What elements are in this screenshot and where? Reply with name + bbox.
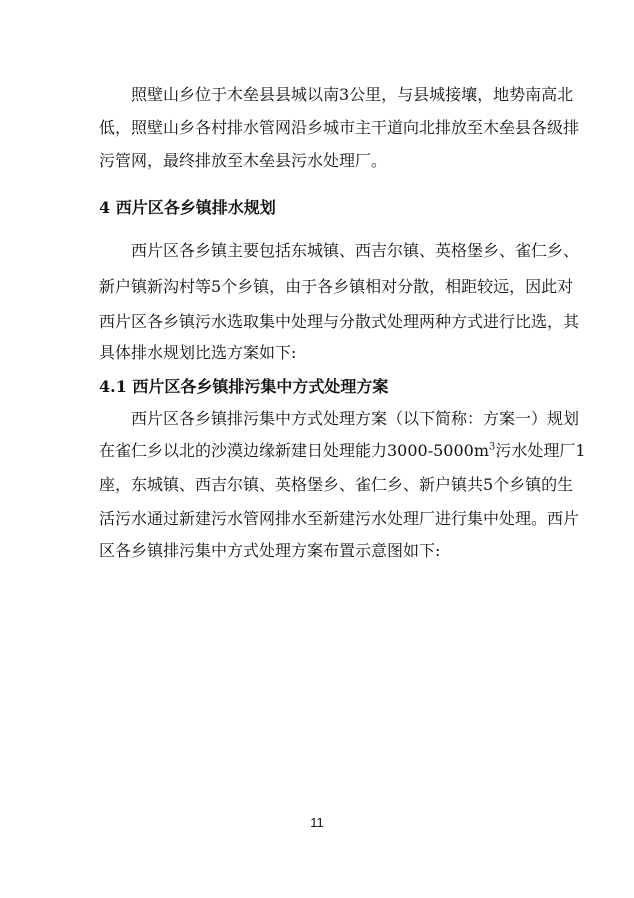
page-number: 11 xyxy=(310,815,324,830)
paragraph-2-line-1: 西片区各乡镇主要包括东城镇、西吉尔镇、英格堡乡、雀仁乡、 xyxy=(131,241,580,260)
cubic-superscript: 3 xyxy=(489,441,496,453)
paragraph-1-line-3: 污管网，最终排放至木垒县污水处理厂。 xyxy=(99,151,388,170)
paragraph-3-line-2-after: 污水处理厂1 xyxy=(495,441,586,460)
paragraph-2-line-3: 西片区各乡镇污水选取集中处理与分散式处理两种方式进行比选，其 xyxy=(99,312,580,331)
section-4-heading: 4 西片区各乡镇排水规划 xyxy=(99,198,276,217)
paragraph-3-line-2 xyxy=(99,440,586,462)
paragraph-2-line-4: 具体排水规划比选方案如下: xyxy=(99,343,297,362)
paragraph-2-line-2: 新户镇新沟村等5个乡镇，由于各乡镇相对分散，相距较远，因此对 xyxy=(99,277,574,296)
paragraph-3-line-4: 活污水通过新建污水管网排水至新建污水处理厂进行集中处理。西片 xyxy=(99,509,580,528)
paragraph-3-line-5: 区各乡镇排污集中方式处理方案布置示意图如下: xyxy=(99,541,441,560)
section-4-1-heading: 4.1 西片区各乡镇排污集中方式处理方案 xyxy=(99,377,389,396)
paragraph-3-line-1: 西片区各乡镇排污集中方式处理方案（以下简称：方案一）规划 xyxy=(131,409,580,428)
paragraph-3-line-2-before: 在雀仁乡以北的沙漠边缘新建日处理能力3000-5000m xyxy=(99,441,490,460)
paragraph-1-line-1: 照壁山乡位于木垒县县城以南3公里，与县城接壤，地势南高北 xyxy=(131,85,574,104)
paragraph-1-line-2: 低，照壁山乡各村排水管网沿乡城市主干道向北排放至木垒县各级排 xyxy=(99,118,580,137)
paragraph-3-line-3: 座，东城镇、西吉尔镇、英格堡乡、雀仁乡、新户镇共5个乡镇的生 xyxy=(99,475,574,494)
